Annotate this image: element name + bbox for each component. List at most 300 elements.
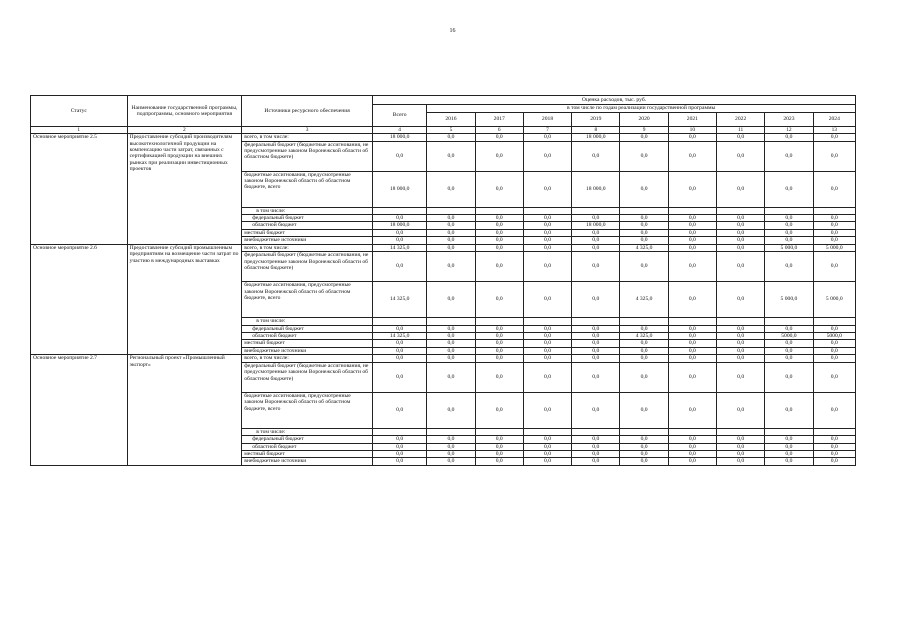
value-cell: 0,0 <box>668 392 716 428</box>
value-cell <box>668 428 716 435</box>
value-cell <box>523 428 571 435</box>
value-cell: 0,0 <box>717 282 765 318</box>
value-cell: 0,0 <box>427 458 475 465</box>
value-cell: 0,0 <box>427 229 475 236</box>
value-cell: 0,0 <box>572 443 620 450</box>
value-cell: 0,0 <box>373 458 427 465</box>
value-cell: 0,0 <box>572 436 620 443</box>
value-cell: 0,0 <box>668 244 716 251</box>
source-label: внебюджетные источники <box>242 347 373 354</box>
value-cell: 0,0 <box>717 237 765 244</box>
measure-name: Предоставление субсидий промышленным предприятиям на возмещение части затрат по участию в международных выставках <box>127 244 242 355</box>
value-cell: 0,0 <box>765 141 813 171</box>
column-number: 3 <box>242 127 373 134</box>
value-cell: 0,0 <box>523 252 571 282</box>
value-cell: 0,0 <box>427 436 475 443</box>
value-cell <box>427 428 475 435</box>
value-cell: 0,0 <box>620 340 668 347</box>
value-cell: 0,0 <box>717 458 765 465</box>
value-cell: 0,0 <box>475 134 523 141</box>
value-cell: 0,0 <box>427 282 475 318</box>
value-cell: 4 325,0 <box>620 244 668 251</box>
measure-name: Региональный проект «Промышленный экспорт» <box>127 355 242 466</box>
value-cell: 5 000,0 <box>765 282 813 318</box>
table-header <box>31 96 856 134</box>
value-cell: 0,0 <box>475 237 523 244</box>
value-cell: 0,0 <box>765 458 813 465</box>
measure-status: Основное мероприятие 2.5 <box>31 134 128 245</box>
value-cell: 5 000,0 <box>813 244 855 251</box>
source-label: всего, в том числе: <box>242 244 373 251</box>
value-cell: 18 000,0 <box>373 222 427 229</box>
value-cell <box>427 207 475 214</box>
value-cell: 0,0 <box>813 392 855 428</box>
value-cell: 0,0 <box>620 443 668 450</box>
value-cell: 0,0 <box>373 252 427 282</box>
value-cell: 0,0 <box>813 141 855 171</box>
value-cell: 0,0 <box>427 450 475 457</box>
value-cell: 0,0 <box>765 229 813 236</box>
value-cell: 0,0 <box>620 252 668 282</box>
value-cell: 0,0 <box>813 252 855 282</box>
header-year: 2018 <box>523 113 571 127</box>
source-label: бюджетные ассигнования, предусмотренные законом Воронежской области об областном бюджете, всего <box>242 282 373 318</box>
value-cell: 0,0 <box>717 450 765 457</box>
value-cell: 0,0 <box>523 229 571 236</box>
value-cell <box>765 207 813 214</box>
value-cell: 0,0 <box>668 171 716 207</box>
value-cell: 0,0 <box>373 436 427 443</box>
value-cell: 0,0 <box>373 340 427 347</box>
value-cell: 0,0 <box>813 355 855 362</box>
value-cell <box>475 428 523 435</box>
value-cell: 0,0 <box>813 340 855 347</box>
value-cell: 0,0 <box>523 222 571 229</box>
header-year: 2023 <box>765 113 813 127</box>
value-cell: 0,0 <box>668 325 716 332</box>
column-number: 11 <box>717 127 765 134</box>
value-cell: 0,0 <box>373 215 427 222</box>
header-year: 2020 <box>620 113 668 127</box>
value-cell: 0,0 <box>572 252 620 282</box>
value-cell: 0,0 <box>373 450 427 457</box>
header-by-years: в том числе по годам реализации государственной программы <box>427 105 856 113</box>
value-cell: 4 325,0 <box>620 333 668 340</box>
value-cell: 0,0 <box>523 325 571 332</box>
value-cell: 0,0 <box>765 347 813 354</box>
value-cell: 0,0 <box>475 215 523 222</box>
value-cell: 0,0 <box>717 443 765 450</box>
value-cell <box>620 318 668 325</box>
value-cell: 0,0 <box>475 282 523 318</box>
value-cell: 0,0 <box>717 436 765 443</box>
value-cell: 0,0 <box>813 134 855 141</box>
value-cell: 0,0 <box>813 237 855 244</box>
value-cell: 0,0 <box>475 392 523 428</box>
value-cell: 0,0 <box>523 355 571 362</box>
value-cell: 0,0 <box>523 362 571 392</box>
value-cell: 0,0 <box>813 222 855 229</box>
value-cell: 0,0 <box>475 340 523 347</box>
column-number: 7 <box>523 127 571 134</box>
value-cell: 0,0 <box>717 325 765 332</box>
source-label: федеральный бюджет (бюджетные ассигнования, не предусмотренные законом Воронежской области об областном бюджете) <box>242 252 373 282</box>
value-cell: 0,0 <box>813 458 855 465</box>
value-cell: 0,0 <box>427 347 475 354</box>
value-cell: 0,0 <box>620 355 668 362</box>
value-cell: 5000,0 <box>813 333 855 340</box>
value-cell: 0,0 <box>427 443 475 450</box>
value-cell: 0,0 <box>717 252 765 282</box>
value-cell: 4 325,0 <box>620 282 668 318</box>
value-cell: 0,0 <box>813 362 855 392</box>
value-cell: 0,0 <box>523 392 571 428</box>
value-cell <box>523 318 571 325</box>
measure-status: Основное мероприятие 2.6 <box>31 244 128 355</box>
value-cell: 0,0 <box>620 141 668 171</box>
value-cell: 0,0 <box>523 237 571 244</box>
value-cell: 0,0 <box>668 282 716 318</box>
value-cell: 0,0 <box>717 392 765 428</box>
value-cell: 0,0 <box>620 436 668 443</box>
value-cell <box>620 207 668 214</box>
column-number: 12 <box>765 127 813 134</box>
source-label: областной бюджет <box>242 333 373 340</box>
column-number: 6 <box>475 127 523 134</box>
value-cell: 0,0 <box>427 244 475 251</box>
budget-table <box>30 95 856 466</box>
header-program-name: Наименование государственной программы, подпрограммы, основного мероприятия <box>127 96 242 127</box>
value-cell: 0,0 <box>523 215 571 222</box>
value-cell: 0,0 <box>523 347 571 354</box>
column-number: 10 <box>668 127 716 134</box>
source-label: в том числе: <box>242 207 373 214</box>
source-label: федеральный бюджет (бюджетные ассигнования, не предусмотренные законом Воронежской области об областном бюджете) <box>242 362 373 392</box>
value-cell: 0,0 <box>765 355 813 362</box>
table-body <box>31 134 856 466</box>
value-cell: 0,0 <box>572 355 620 362</box>
value-cell: 0,0 <box>765 340 813 347</box>
value-cell: 0,0 <box>620 450 668 457</box>
value-cell: 14 325,0 <box>373 244 427 251</box>
value-cell: 18 000,0 <box>572 171 620 207</box>
value-cell: 0,0 <box>813 436 855 443</box>
header-source: Источники ресурсного обеспечения <box>242 96 373 127</box>
value-cell: 0,0 <box>668 252 716 282</box>
value-cell: 0,0 <box>523 171 571 207</box>
value-cell: 0,0 <box>427 333 475 340</box>
source-label: в том числе: <box>242 428 373 435</box>
value-cell: 0,0 <box>620 392 668 428</box>
value-cell: 0,0 <box>620 325 668 332</box>
value-cell: 0,0 <box>717 141 765 171</box>
value-cell: 0,0 <box>475 325 523 332</box>
value-cell: 0,0 <box>572 362 620 392</box>
value-cell <box>475 318 523 325</box>
value-cell: 0,0 <box>668 340 716 347</box>
value-cell: 0,0 <box>523 436 571 443</box>
column-number: 2 <box>127 127 242 134</box>
header-year: 2022 <box>717 113 765 127</box>
source-label: местный бюджет <box>242 229 373 236</box>
value-cell: 0,0 <box>668 450 716 457</box>
value-cell: 0,0 <box>523 333 571 340</box>
value-cell: 0,0 <box>523 134 571 141</box>
value-cell: 0,0 <box>572 237 620 244</box>
header-estimate: Оценка расходов, тыс. руб. <box>373 96 856 105</box>
value-cell: 0,0 <box>765 222 813 229</box>
value-cell <box>373 207 427 214</box>
value-cell: 0,0 <box>620 347 668 354</box>
value-cell: 0,0 <box>427 171 475 207</box>
value-cell: 0,0 <box>523 458 571 465</box>
value-cell: 0,0 <box>668 215 716 222</box>
value-cell: 18 000,0 <box>572 222 620 229</box>
value-cell: 0,0 <box>765 134 813 141</box>
value-cell: 0,0 <box>765 436 813 443</box>
source-label: всего, в том числе: <box>242 134 373 141</box>
value-cell: 0,0 <box>668 222 716 229</box>
value-cell <box>765 428 813 435</box>
header-year: 2019 <box>572 113 620 127</box>
value-cell: 0,0 <box>620 134 668 141</box>
source-label: всего, в том числе: <box>242 355 373 362</box>
value-cell: 0,0 <box>427 355 475 362</box>
value-cell: 0,0 <box>717 362 765 392</box>
source-label: бюджетные ассигнования, предусмотренные законом Воронежской области об областном бюджете, всего <box>242 171 373 207</box>
value-cell: 0,0 <box>717 222 765 229</box>
value-cell: 0,0 <box>765 237 813 244</box>
value-cell: 0,0 <box>668 436 716 443</box>
value-cell <box>572 428 620 435</box>
source-label: местный бюджет <box>242 340 373 347</box>
value-cell: 0,0 <box>572 340 620 347</box>
value-cell: 0,0 <box>427 325 475 332</box>
value-cell: 0,0 <box>668 458 716 465</box>
header-year: 2016 <box>427 113 475 127</box>
value-cell: 0,0 <box>475 333 523 340</box>
value-cell <box>717 428 765 435</box>
value-cell <box>717 207 765 214</box>
value-cell: 0,0 <box>475 362 523 392</box>
value-cell: 0,0 <box>668 333 716 340</box>
source-label: в том числе: <box>242 318 373 325</box>
value-cell: 0,0 <box>717 333 765 340</box>
value-cell: 0,0 <box>813 171 855 207</box>
value-cell: 0,0 <box>813 443 855 450</box>
measure-status: Основное мероприятие 2.7 <box>31 355 128 466</box>
value-cell: 0,0 <box>717 229 765 236</box>
value-cell: 0,0 <box>572 458 620 465</box>
source-label: федеральный бюджет (бюджетные ассигнования, не предусмотренные законом Воронежской области об областном бюджете) <box>242 141 373 171</box>
source-label: областной бюджет <box>242 443 373 450</box>
column-number: 13 <box>813 127 855 134</box>
value-cell: 0,0 <box>475 244 523 251</box>
value-cell: 0,0 <box>668 229 716 236</box>
value-cell: 0,0 <box>620 171 668 207</box>
value-cell: 0,0 <box>668 134 716 141</box>
value-cell: 0,0 <box>668 141 716 171</box>
value-cell: 0,0 <box>373 443 427 450</box>
value-cell: 5 000,0 <box>813 282 855 318</box>
value-cell <box>620 428 668 435</box>
value-cell: 18 000,0 <box>572 134 620 141</box>
value-cell: 0,0 <box>523 443 571 450</box>
value-cell: 0,0 <box>572 215 620 222</box>
value-cell: 0,0 <box>765 362 813 392</box>
value-cell: 0,0 <box>427 237 475 244</box>
value-cell <box>813 428 855 435</box>
column-number: 4 <box>373 127 427 134</box>
value-cell: 0,0 <box>572 244 620 251</box>
value-cell: 0,0 <box>813 215 855 222</box>
value-cell: 0,0 <box>373 347 427 354</box>
value-cell: 0,0 <box>475 355 523 362</box>
value-cell: 0,0 <box>765 392 813 428</box>
source-label: федеральный бюджет <box>242 436 373 443</box>
value-cell: 0,0 <box>475 443 523 450</box>
value-cell <box>813 207 855 214</box>
value-cell: 0,0 <box>523 244 571 251</box>
value-cell <box>373 428 427 435</box>
value-cell: 0,0 <box>373 229 427 236</box>
source-label: бюджетные ассигнования, предусмотренные законом Воронежской области об областном бюджете, всего <box>242 392 373 428</box>
value-cell: 0,0 <box>765 450 813 457</box>
value-cell <box>668 318 716 325</box>
value-cell: 0,0 <box>717 171 765 207</box>
value-cell <box>427 318 475 325</box>
value-cell: 0,0 <box>475 222 523 229</box>
value-cell: 0,0 <box>523 340 571 347</box>
value-cell: 0,0 <box>668 237 716 244</box>
column-number: 1 <box>31 127 128 134</box>
value-cell: 0,0 <box>427 215 475 222</box>
value-cell: 0,0 <box>523 141 571 171</box>
value-cell: 0,0 <box>765 171 813 207</box>
value-cell: 0,0 <box>717 340 765 347</box>
value-cell: 0,0 <box>765 443 813 450</box>
value-cell <box>668 207 716 214</box>
value-cell: 0,0 <box>668 355 716 362</box>
value-cell: 0,0 <box>427 362 475 392</box>
value-cell: 0,0 <box>427 252 475 282</box>
value-cell: 5000,0 <box>765 333 813 340</box>
value-cell: 0,0 <box>765 215 813 222</box>
value-cell: 0,0 <box>475 141 523 171</box>
value-cell <box>765 318 813 325</box>
value-cell: 0,0 <box>427 134 475 141</box>
value-cell: 0,0 <box>373 392 427 428</box>
value-cell: 0,0 <box>668 443 716 450</box>
source-label: федеральный бюджет <box>242 215 373 222</box>
value-cell: 0,0 <box>475 450 523 457</box>
value-cell: 0,0 <box>765 252 813 282</box>
table-row <box>31 355 856 362</box>
page-number: 16 <box>449 28 456 34</box>
value-cell <box>813 318 855 325</box>
value-cell: 0,0 <box>620 458 668 465</box>
value-cell: 14 325,0 <box>373 333 427 340</box>
value-cell: 0,0 <box>717 215 765 222</box>
value-cell <box>572 318 620 325</box>
measure-name: Предоставление субсидий производителям высокотехнологичной продукции на компенсацию части затрат, связанных с сертификацией продукции на внешних рынках при реализации инвестиционных проектов <box>127 134 242 245</box>
value-cell: 0,0 <box>717 244 765 251</box>
value-cell: 0,0 <box>475 436 523 443</box>
value-cell: 0,0 <box>620 237 668 244</box>
header-status: Статус <box>31 96 128 127</box>
value-cell: 18 000,0 <box>373 171 427 207</box>
header-year: 2017 <box>475 113 523 127</box>
value-cell: 0,0 <box>373 355 427 362</box>
source-label: местный бюджет <box>242 450 373 457</box>
value-cell: 0,0 <box>620 362 668 392</box>
value-cell: 0,0 <box>813 229 855 236</box>
value-cell <box>572 207 620 214</box>
column-number: 9 <box>620 127 668 134</box>
value-cell: 18 000,0 <box>373 134 427 141</box>
value-cell: 0,0 <box>668 362 716 392</box>
value-cell: 0,0 <box>813 325 855 332</box>
value-cell: 0,0 <box>373 362 427 392</box>
value-cell: 0,0 <box>572 333 620 340</box>
value-cell <box>475 207 523 214</box>
column-number: 5 <box>427 127 475 134</box>
value-cell: 14 325,0 <box>373 282 427 318</box>
value-cell: 0,0 <box>427 392 475 428</box>
table-row <box>31 244 856 251</box>
value-cell: 0,0 <box>427 340 475 347</box>
value-cell: 0,0 <box>717 347 765 354</box>
value-cell: 0,0 <box>572 347 620 354</box>
header-total: Всего <box>373 105 427 127</box>
value-cell: 0,0 <box>620 229 668 236</box>
value-cell: 0,0 <box>572 141 620 171</box>
header-year: 2021 <box>668 113 716 127</box>
value-cell: 0,0 <box>523 450 571 457</box>
value-cell: 0,0 <box>668 347 716 354</box>
value-cell: 0,0 <box>475 252 523 282</box>
value-cell: 0,0 <box>572 392 620 428</box>
value-cell: 0,0 <box>717 134 765 141</box>
value-cell: 0,0 <box>765 325 813 332</box>
column-number: 8 <box>572 127 620 134</box>
value-cell: 0,0 <box>620 222 668 229</box>
value-cell: 0,0 <box>813 347 855 354</box>
source-label: внебюджетные источники <box>242 458 373 465</box>
table-row <box>31 134 856 141</box>
value-cell: 0,0 <box>427 222 475 229</box>
source-label: внебюджетные источники <box>242 237 373 244</box>
value-cell: 0,0 <box>427 141 475 171</box>
value-cell: 0,0 <box>475 458 523 465</box>
value-cell: 5 000,0 <box>765 244 813 251</box>
value-cell: 0,0 <box>475 347 523 354</box>
value-cell: 0,0 <box>620 215 668 222</box>
source-label: федеральный бюджет <box>242 325 373 332</box>
header-year: 2024 <box>813 113 855 127</box>
value-cell: 0,0 <box>813 450 855 457</box>
source-label: областной бюджет <box>242 222 373 229</box>
value-cell <box>523 207 571 214</box>
value-cell: 0,0 <box>717 355 765 362</box>
value-cell: 0,0 <box>572 325 620 332</box>
value-cell: 0,0 <box>475 229 523 236</box>
value-cell: 0,0 <box>523 282 571 318</box>
value-cell: 0,0 <box>373 237 427 244</box>
value-cell: 0,0 <box>373 325 427 332</box>
value-cell <box>373 318 427 325</box>
value-cell: 0,0 <box>373 141 427 171</box>
